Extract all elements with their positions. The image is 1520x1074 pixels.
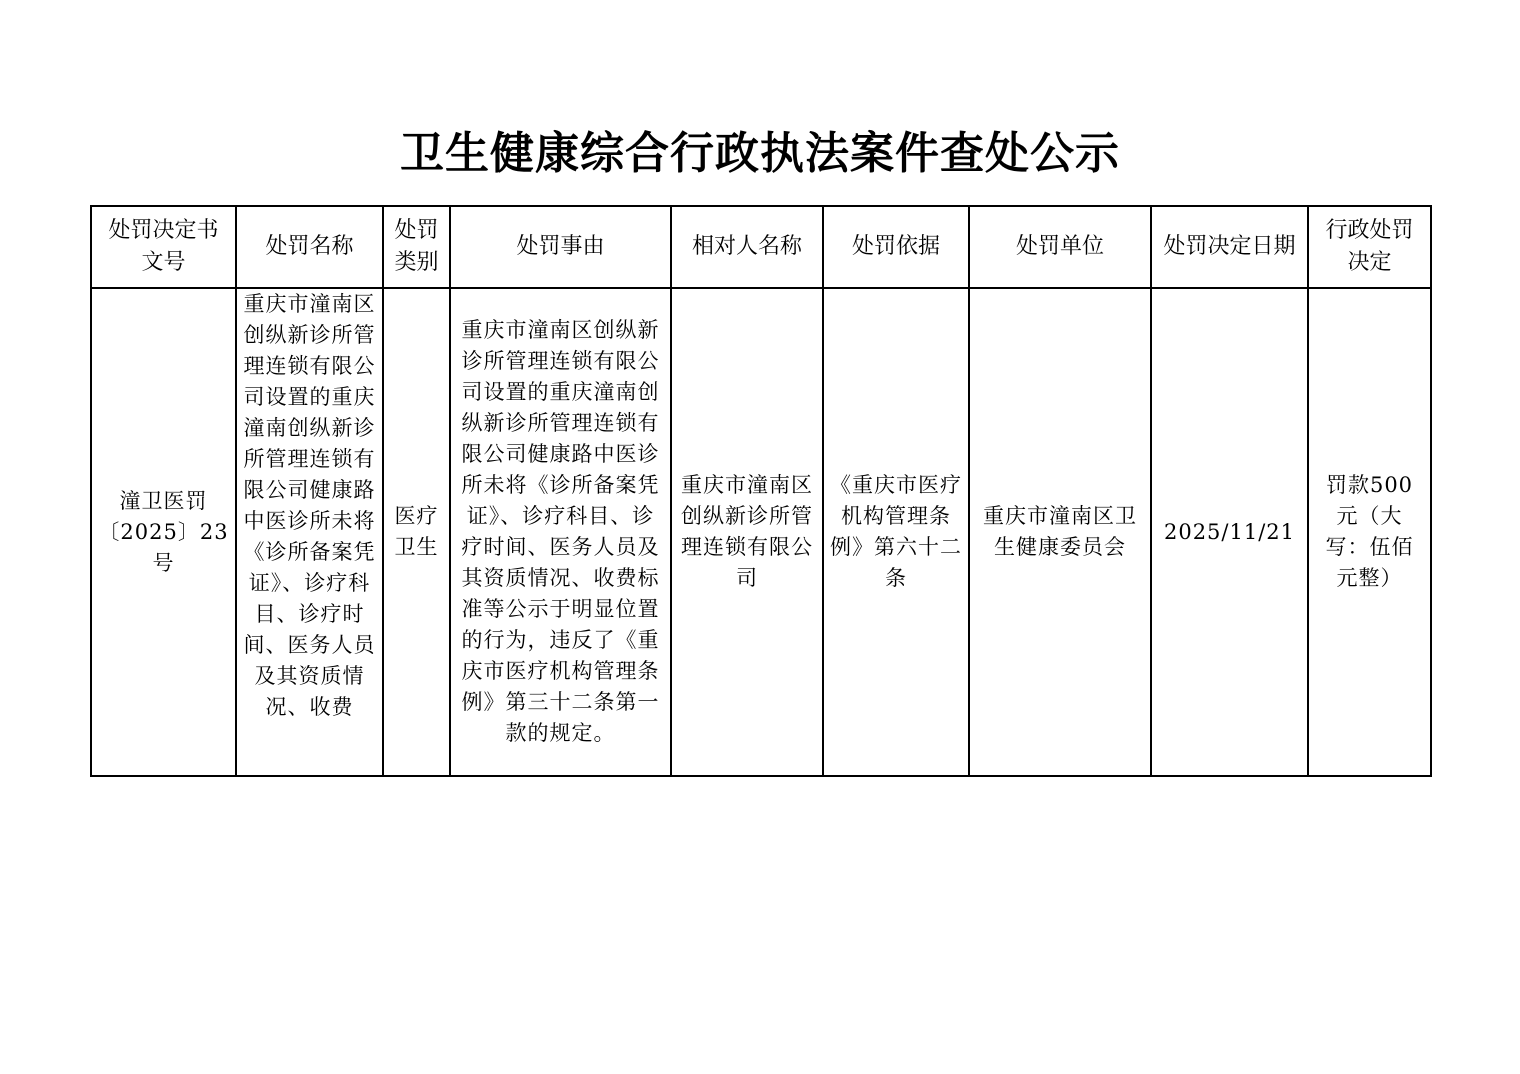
penalty-table xyxy=(90,205,1432,777)
header-category: 处罚类别 xyxy=(383,206,450,288)
cell-decision: 罚款500元（大写：伍佰元整） xyxy=(1308,288,1431,776)
cell-category: 医疗卫生 xyxy=(383,288,450,776)
cell-basis: 《重庆市医疗机构管理条例》第六十二条 xyxy=(823,288,969,776)
header-doc-number: 处罚决定书文号 xyxy=(91,206,236,288)
page-title: 卫生健康综合行政执法案件查处公示 xyxy=(400,128,1120,179)
header-decision: 行政处罚决定 xyxy=(1308,206,1431,288)
header-penalty-name: 处罚名称 xyxy=(236,206,383,288)
header-authority: 处罚单位 xyxy=(969,206,1151,288)
header-party-name: 相对人名称 xyxy=(671,206,823,288)
penalty-name-text: 重庆市潼南区创纵新诊所管理连锁有限公司设置的重庆潼南创纵新诊所管理连锁有限公司健康路中医诊所未将《诊所备案凭证》、诊疗科目、诊疗时间、医务人员及其资质情况、收费 xyxy=(243,292,376,719)
table-row xyxy=(91,288,1431,776)
header-reason: 处罚事由 xyxy=(450,206,671,288)
cell-penalty-name xyxy=(236,288,383,776)
cell-date: 2025/11/21 xyxy=(1151,288,1308,776)
header-basis: 处罚依据 xyxy=(823,206,969,288)
cell-reason: 重庆市潼南区创纵新诊所管理连锁有限公司设置的重庆潼南创纵新诊所管理连锁有限公司健康路中医诊所未将《诊所备案凭证》、诊疗科目、诊疗时间、医务人员及其资质情况、收费标准等公示于明显位置的行为，违反了《重庆市医疗机构管理条例》第三十二条第一款的规定。 xyxy=(450,288,671,776)
cell-authority: 重庆市潼南区卫生健康委员会 xyxy=(969,288,1151,776)
cell-party-name: 重庆市潼南区创纵新诊所管理连锁有限公司 xyxy=(671,288,823,776)
cell-doc-number: 潼卫医罚〔2025〕23号 xyxy=(91,288,236,776)
table-header-row xyxy=(91,206,1431,288)
header-date: 处罚决定日期 xyxy=(1151,206,1308,288)
